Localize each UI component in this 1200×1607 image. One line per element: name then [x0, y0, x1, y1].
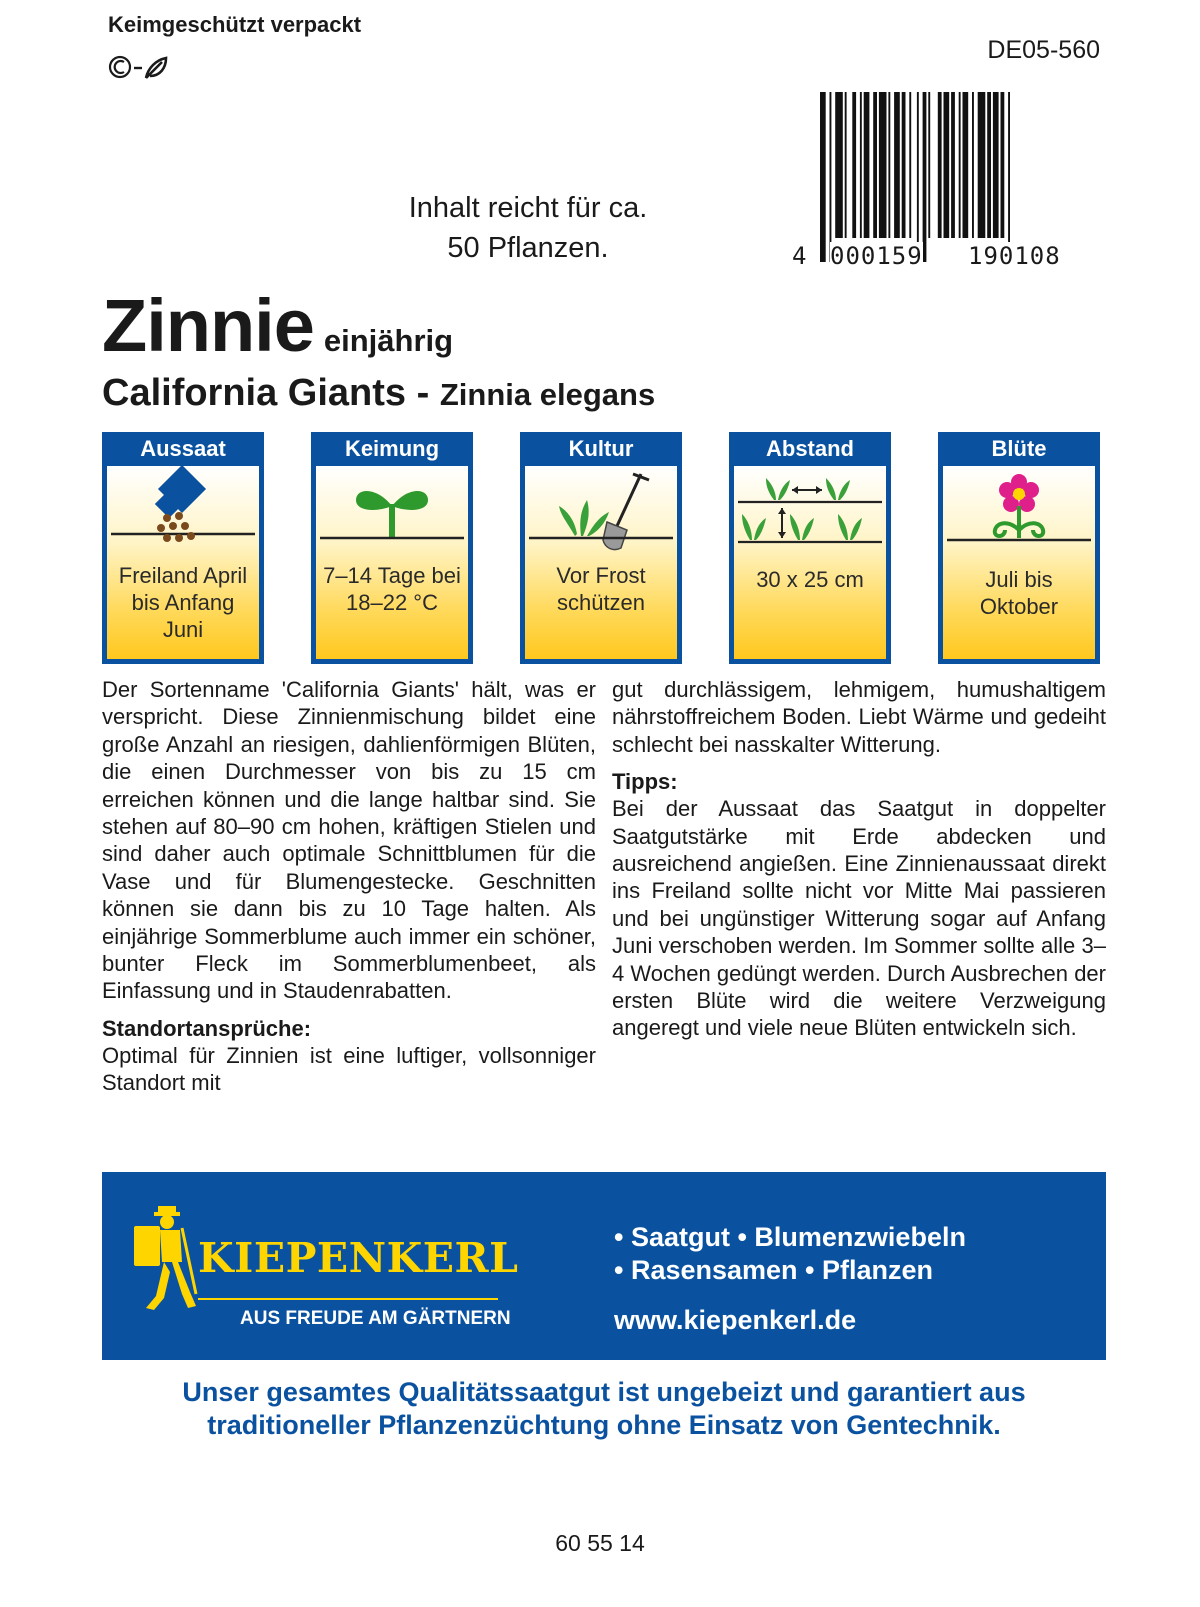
barcode-bars	[818, 92, 1104, 262]
icon-text-abstand	[734, 566, 886, 593]
barcode-bar	[820, 92, 826, 262]
icon-label-keimung: Keimung	[344, 436, 440, 461]
brand-slogan: AUS FREUDE AM GÄRTNERN	[240, 1308, 511, 1329]
description-intro: Der Sortenname 'California Giants' hält, was er verspricht. Diese Zinnienmischung bildet eine große Anzahl an riesigen, dahlienförmigen Blüten, die einen Durchmesser von bis zu 15 cm erreichen können und die lange haltbar sind. Sie stehen auf 80–90 cm hohen, kräftigen Stielen und sind daher auch optimale Schnittblumen für die Vase und für Blumengestecke. Geschnitten können sie dann bis zu 10 Tage halten. Als einjährige Sommerblume auch immer ein schöner, bunter Fleck im Sommerblumenbeet, als Einfassung und in Staudenrabatten.	[102, 677, 596, 1004]
brand-name: KIEPENKERL	[198, 1234, 519, 1282]
description-right-column	[612, 676, 1106, 1042]
barcode-bar	[888, 92, 890, 238]
quality-note	[102, 1376, 1106, 1442]
icon-box-abstand	[729, 432, 891, 664]
barcode-bar	[928, 92, 930, 238]
barcode-bar	[917, 92, 919, 262]
icon-label-kultur: Kultur	[568, 436, 634, 461]
location-text-start: Optimal für Zinnien ist eine luftiger, vollsonniger Standort mit	[102, 1042, 596, 1096]
barcode-bar	[938, 92, 942, 238]
icon-text-keimung	[316, 562, 468, 616]
barcode-bar	[830, 92, 832, 262]
barcode-number	[792, 242, 1104, 272]
icon-text-kultur	[525, 562, 677, 616]
barcode-bar	[963, 92, 969, 238]
footer-code: 60 55 14	[555, 1530, 645, 1556]
location-heading: Standortansprüche:	[102, 1015, 312, 1041]
icon-box-bluete	[938, 432, 1100, 664]
barcode-bar	[978, 92, 986, 238]
barcode-bar	[909, 92, 911, 238]
icon-text-line: 30 x 25 cm	[756, 567, 864, 592]
website-link[interactable]: www.kiepenkerl.de	[614, 1305, 857, 1335]
seedling-icon	[316, 466, 468, 556]
icon-label-bluete: Blüte	[991, 436, 1047, 461]
barcode-bar	[860, 92, 862, 238]
description-left-column	[102, 676, 596, 1097]
barcode-bar	[972, 92, 974, 238]
variety-name: California Giants	[102, 372, 407, 414]
barcode-bar	[902, 92, 906, 238]
icon-text-line: schützen	[556, 590, 646, 615]
icon-label-abstand: Abstand	[766, 436, 854, 461]
barcode-bar	[852, 92, 856, 238]
quality-note-line2: traditioneller Pflanzenzüchtung ohne Einsatz von Gentechnik.	[207, 1410, 1001, 1440]
content-info	[360, 188, 696, 268]
spacing-icon	[734, 466, 886, 556]
quality-note-line1: Unser gesamtes Qualitätssaatgut ist ungebeizt und garantiert aus	[182, 1377, 1026, 1407]
barcode-bar	[959, 92, 961, 238]
header-left	[108, 12, 361, 87]
barcode-digits-right: 190108	[968, 242, 1061, 270]
product-range-line1: • Saatgut • Blumenzwiebeln	[614, 1222, 966, 1252]
icon-text-line: Oktober	[979, 594, 1059, 619]
content-info-line1: Inhalt reicht für ca.	[408, 192, 648, 224]
icon-text-line: bis Anfang	[131, 590, 235, 615]
icon-label-aussaat: Aussaat	[140, 436, 226, 461]
barcode-bar	[879, 92, 887, 238]
barcode-bar	[1008, 92, 1010, 262]
seed-packet-icon	[107, 466, 259, 556]
kiepenkerl-figure-icon	[132, 1204, 202, 1314]
barcode	[792, 92, 1104, 274]
brand-banner	[102, 1172, 1106, 1360]
barcode-bar	[845, 92, 847, 238]
barcode-bar	[873, 92, 877, 238]
barcode-bar	[987, 92, 991, 238]
cultivation-icons	[102, 432, 1106, 672]
icon-text-aussaat	[107, 562, 259, 643]
icon-text-bluete	[943, 566, 1095, 620]
product-name: Zinnie	[102, 284, 314, 367]
tips-text: Bei der Aussaat das Saatgut in doppelter Saatgutstärke mit Erde abdecken und ausreichend angießen. Eine Zinnienaussaat direkt ins Freiland sollte nicht vor Mitte Mai passieren und bei ungünstiger Witterung sogar auf Anfang Juni verschoben werden. Im Sommer sollte alle 3–4 Wochen gedüngt werden. Durch Ausbrechen der ersten Blüte wird die weitere Verzweigung angeregt und viele neue Blüten entwickeln sich.	[612, 796, 1106, 1041]
barcode-bar	[944, 92, 950, 238]
barcode-digits-left: 000159	[830, 242, 923, 270]
barcode-bar	[923, 92, 927, 262]
icon-text-line: Juli bis	[985, 567, 1053, 592]
icon-box-keimung	[311, 432, 473, 664]
barcode-bar	[951, 92, 955, 238]
barcode-bar	[894, 92, 900, 238]
spade-plant-icon	[525, 466, 677, 556]
icon-text-line: 7–14 Tage bei	[323, 563, 461, 588]
product-variety-line	[102, 370, 655, 418]
flower-icon	[943, 466, 1095, 556]
barcode-digit-lead: 4	[792, 242, 807, 270]
copyright-plant-variety-icon	[108, 52, 172, 82]
content-info-line2: 50 Pflanzen.	[447, 232, 609, 264]
location-text-end: gut durchlässigem, lehmigem, humushaltigem nährstoffreichem Boden. Liebt Wärme und gedeiht schlecht bei nasskalter Witterung.	[612, 677, 1106, 757]
icon-text-line: Juni	[162, 617, 204, 642]
icon-text-line: Freiland April	[118, 563, 248, 588]
barcode-bar	[864, 92, 870, 238]
product-type: einjährig	[323, 323, 454, 358]
protected-label: Keimgeschützt verpackt	[108, 12, 362, 37]
barcode-bar	[835, 92, 843, 238]
icon-box-aussaat	[102, 432, 264, 664]
product-title	[102, 286, 453, 381]
variety-separator: -	[416, 372, 430, 414]
icon-box-kultur	[520, 432, 682, 664]
barcode-bar	[993, 92, 999, 238]
article-code: DE05-560	[987, 36, 1100, 64]
tips-heading: Tipps:	[612, 769, 678, 795]
kiepenkerl-logo	[132, 1204, 519, 1334]
logo-divider	[198, 1298, 498, 1300]
icon-text-line: Vor Frost	[556, 563, 646, 588]
product-range-line2: • Rasensamen • Pflanzen	[614, 1255, 934, 1285]
icon-text-line: 18–22 °C	[346, 590, 438, 615]
barcode-bar	[1001, 92, 1005, 238]
latin-name: Zinnia elegans	[439, 377, 656, 412]
